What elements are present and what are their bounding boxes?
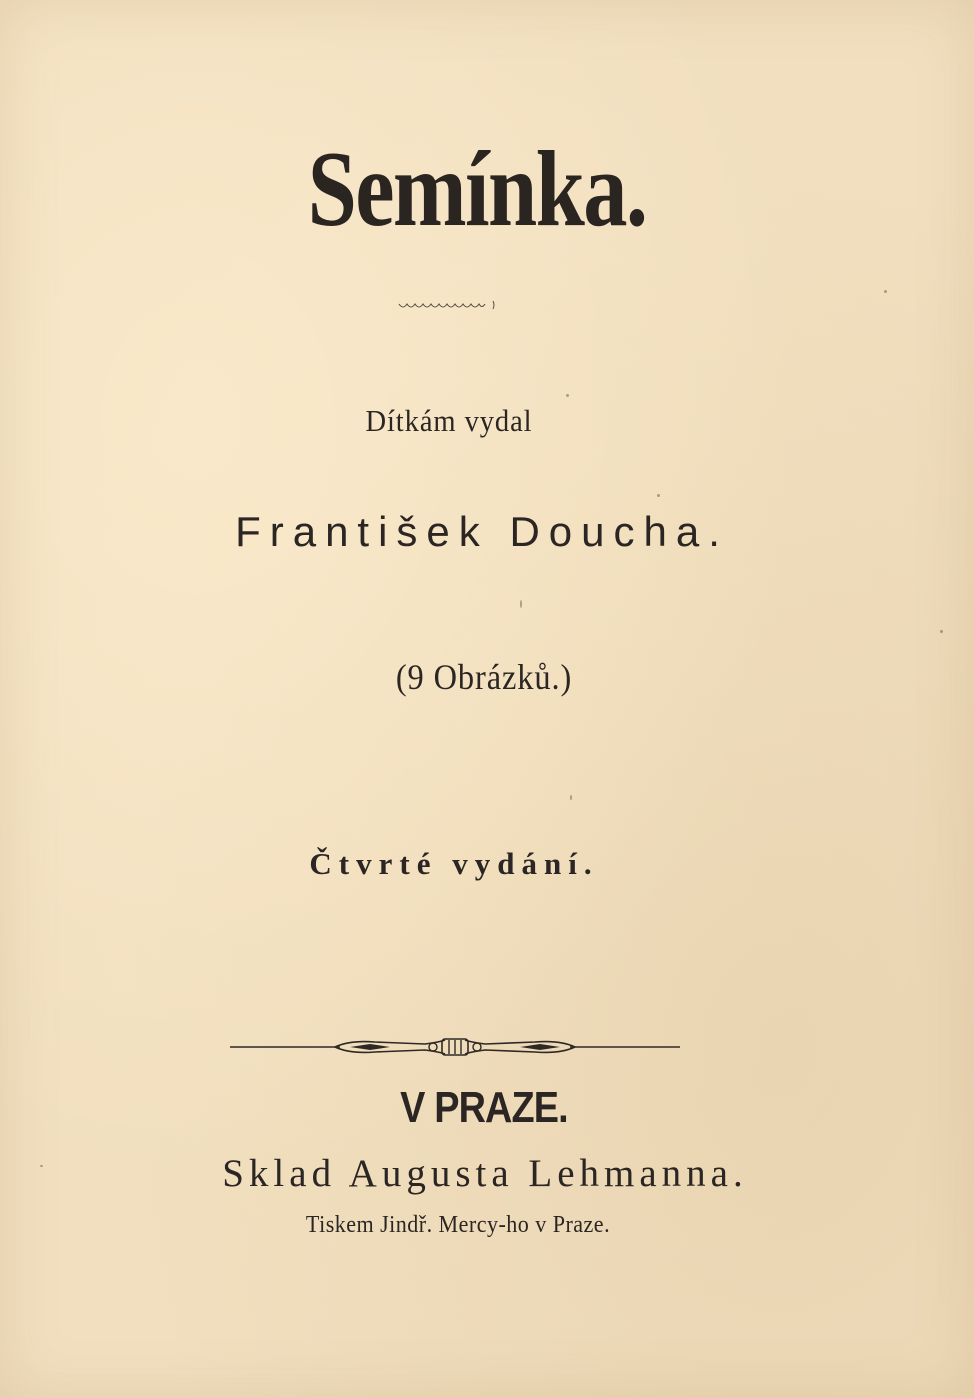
author-name: František Doucha.	[235, 508, 729, 555]
paper-speck	[940, 630, 943, 633]
paper-speck	[657, 494, 660, 497]
decorative-divider-ornament	[230, 1035, 680, 1059]
dedication-line: Dítkám vydal	[365, 403, 533, 438]
squiggle-rule-ornament	[397, 296, 497, 316]
paper-speck	[570, 795, 572, 800]
imprint-publisher: Sklad Augusta Lehmanna.	[222, 1152, 748, 1195]
imprint-printer: Tiskem Jindř. Mercy-ho v Praze.	[305, 1212, 611, 1238]
paper-speck	[40, 1165, 43, 1167]
edition-line: Čtvrté vydání.	[309, 846, 599, 881]
imprint-city: V PRAZE.	[400, 1083, 568, 1132]
paper-speck	[566, 394, 569, 397]
book-title: Semínka.	[307, 130, 647, 249]
paper-speck	[884, 290, 887, 293]
illustration-count: (9 Obrázků.)	[395, 657, 573, 697]
paper-speck	[520, 600, 522, 608]
